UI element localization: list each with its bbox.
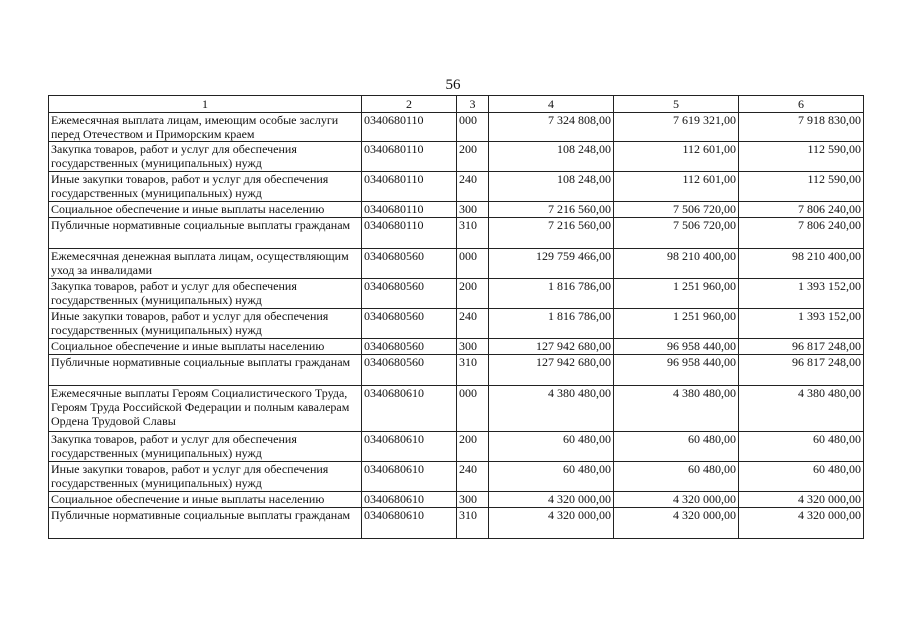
row-name: Публичные нормативные социальные выплаты гражданам	[49, 355, 362, 386]
row-name: Ежемесячная денежная выплата лицам, осуществляющим уход за инвалидами	[49, 249, 362, 279]
row-expense-type: 240	[457, 462, 489, 492]
row-amount-1: 1 816 786,00	[489, 309, 614, 339]
column-header: 6	[739, 96, 864, 113]
row-name: Иные закупки товаров, работ и услуг для обеспечения государственных (муниципальных) нужд	[49, 309, 362, 339]
budget-table	[48, 95, 864, 539]
table-row	[49, 355, 864, 386]
row-amount-1: 1 816 786,00	[489, 279, 614, 309]
row-code: 0340680110	[362, 172, 457, 202]
row-amount-1: 7 324 808,00	[489, 113, 614, 142]
row-expense-type: 300	[457, 202, 489, 218]
row-name: Закупка товаров, работ и услуг для обеспечения государственных (муниципальных) нужд	[49, 432, 362, 462]
table-row	[49, 142, 864, 172]
row-amount-3: 4 380 480,00	[739, 386, 864, 432]
row-amount-3: 1 393 152,00	[739, 279, 864, 309]
row-name: Социальное обеспечение и иные выплаты населению	[49, 202, 362, 218]
row-amount-2: 112 601,00	[614, 142, 739, 172]
row-code: 0340680110	[362, 142, 457, 172]
row-amount-1: 7 216 560,00	[489, 202, 614, 218]
row-amount-1: 60 480,00	[489, 462, 614, 492]
row-amount-2: 112 601,00	[614, 172, 739, 202]
row-amount-2: 98 210 400,00	[614, 249, 739, 279]
row-expense-type: 000	[457, 113, 489, 142]
row-name: Социальное обеспечение и иные выплаты населению	[49, 492, 362, 508]
row-expense-type: 000	[457, 249, 489, 279]
row-expense-type: 300	[457, 492, 489, 508]
row-amount-3: 96 817 248,00	[739, 339, 864, 355]
row-code: 0340680610	[362, 492, 457, 508]
row-amount-3: 112 590,00	[739, 172, 864, 202]
row-amount-2: 4 320 000,00	[614, 492, 739, 508]
row-expense-type: 200	[457, 142, 489, 172]
table-row	[49, 202, 864, 218]
table-row	[49, 339, 864, 355]
row-amount-1: 60 480,00	[489, 432, 614, 462]
row-amount-1: 129 759 466,00	[489, 249, 614, 279]
row-amount-1: 127 942 680,00	[489, 339, 614, 355]
row-code: 0340680610	[362, 462, 457, 492]
row-expense-type: 200	[457, 279, 489, 309]
row-expense-type: 240	[457, 172, 489, 202]
row-amount-2: 60 480,00	[614, 432, 739, 462]
row-amount-2: 7 506 720,00	[614, 218, 739, 249]
row-code: 0340680610	[362, 386, 457, 432]
row-code: 0340680110	[362, 218, 457, 249]
row-code: 0340680110	[362, 202, 457, 218]
column-header: 2	[362, 96, 457, 113]
row-amount-3: 98 210 400,00	[739, 249, 864, 279]
row-amount-3: 7 918 830,00	[739, 113, 864, 142]
row-amount-3: 96 817 248,00	[739, 355, 864, 386]
row-code: 0340680560	[362, 249, 457, 279]
row-expense-type: 000	[457, 386, 489, 432]
row-amount-1: 4 320 000,00	[489, 508, 614, 539]
row-amount-3: 4 320 000,00	[739, 508, 864, 539]
page-number: 56	[445, 77, 461, 93]
row-name: Ежемесячные выплаты Героям Социалистического Труда, Героям Труда Российской Федерации и полным кавалерам Ордена Трудовой Славы	[49, 386, 362, 432]
row-code: 0340680560	[362, 339, 457, 355]
table-row	[49, 172, 864, 202]
row-amount-2: 1 251 960,00	[614, 279, 739, 309]
row-name: Ежемесячная выплата лицам, имеющим особые заслуги перед Отечеством и Приморским краем	[49, 113, 362, 142]
column-header: 5	[614, 96, 739, 113]
table-row	[49, 492, 864, 508]
row-amount-3: 1 393 152,00	[739, 309, 864, 339]
row-name: Иные закупки товаров, работ и услуг для обеспечения государственных (муниципальных) нужд	[49, 172, 362, 202]
row-name: Публичные нормативные социальные выплаты гражданам	[49, 218, 362, 249]
row-expense-type: 310	[457, 218, 489, 249]
row-amount-1: 108 248,00	[489, 142, 614, 172]
row-expense-type: 310	[457, 355, 489, 386]
row-amount-3: 112 590,00	[739, 142, 864, 172]
row-expense-type: 300	[457, 339, 489, 355]
row-amount-1: 4 320 000,00	[489, 492, 614, 508]
table-row	[49, 432, 864, 462]
row-amount-2: 1 251 960,00	[614, 309, 739, 339]
row-amount-3: 4 320 000,00	[739, 492, 864, 508]
table-row	[49, 462, 864, 492]
row-amount-3: 7 806 240,00	[739, 218, 864, 249]
row-amount-2: 7 619 321,00	[614, 113, 739, 142]
row-expense-type: 310	[457, 508, 489, 539]
row-expense-type: 240	[457, 309, 489, 339]
row-code: 0340680610	[362, 508, 457, 539]
table-row	[49, 279, 864, 309]
table-row	[49, 386, 864, 432]
row-amount-2: 96 958 440,00	[614, 355, 739, 386]
row-name: Социальное обеспечение и иные выплаты населению	[49, 339, 362, 355]
column-header: 3	[457, 96, 489, 113]
row-name: Закупка товаров, работ и услуг для обеспечения государственных (муниципальных) нужд	[49, 279, 362, 309]
table-row	[49, 309, 864, 339]
row-amount-2: 4 320 000,00	[614, 508, 739, 539]
column-header: 1	[49, 96, 362, 113]
row-amount-2: 96 958 440,00	[614, 339, 739, 355]
row-amount-1: 7 216 560,00	[489, 218, 614, 249]
table-row	[49, 218, 864, 249]
row-amount-1: 127 942 680,00	[489, 355, 614, 386]
row-name: Публичные нормативные социальные выплаты гражданам	[49, 508, 362, 539]
row-code: 0340680560	[362, 279, 457, 309]
row-amount-2: 60 480,00	[614, 462, 739, 492]
row-name: Иные закупки товаров, работ и услуг для обеспечения государственных (муниципальных) нужд	[49, 462, 362, 492]
row-code: 0340680110	[362, 113, 457, 142]
table-header-row	[49, 96, 864, 113]
row-code: 0340680610	[362, 432, 457, 462]
table-row	[49, 113, 864, 142]
column-header: 4	[489, 96, 614, 113]
row-amount-2: 7 506 720,00	[614, 202, 739, 218]
row-name: Закупка товаров, работ и услуг для обеспечения государственных (муниципальных) нужд	[49, 142, 362, 172]
row-amount-2: 4 380 480,00	[614, 386, 739, 432]
row-code: 0340680560	[362, 355, 457, 386]
row-amount-1: 4 380 480,00	[489, 386, 614, 432]
row-expense-type: 200	[457, 432, 489, 462]
row-amount-1: 108 248,00	[489, 172, 614, 202]
row-amount-3: 60 480,00	[739, 462, 864, 492]
table-row	[49, 249, 864, 279]
row-amount-3: 60 480,00	[739, 432, 864, 462]
row-code: 0340680560	[362, 309, 457, 339]
row-amount-3: 7 806 240,00	[739, 202, 864, 218]
table-row	[49, 508, 864, 539]
